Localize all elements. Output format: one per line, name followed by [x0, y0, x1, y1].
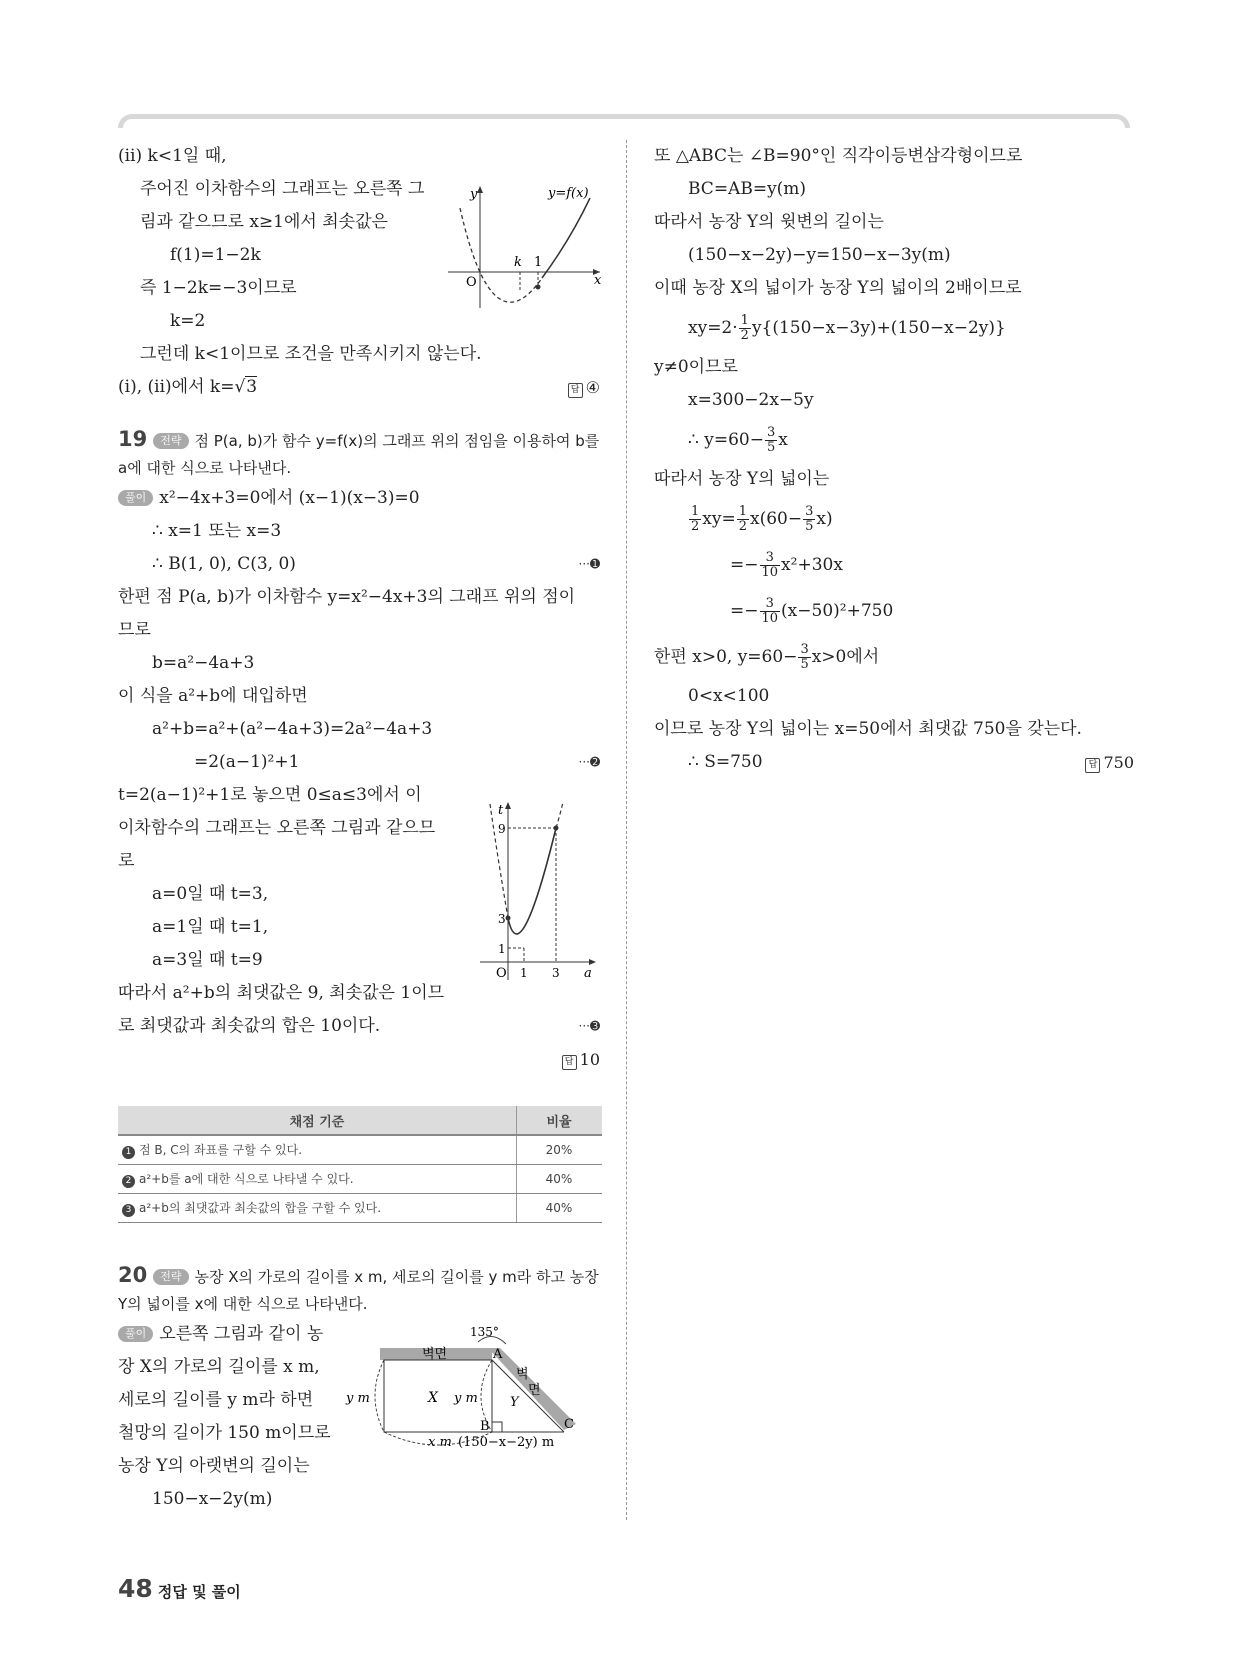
strategy-text: 점 P(a, b)가 함수 y=f(x)의 그래프 위의 점임을 이용하여 b를 a에 대한 식으로 나타낸다.: [118, 432, 600, 477]
numerator: 1: [740, 313, 749, 328]
graph-t1-label: 1: [498, 942, 506, 956]
graph-x-label: x: [594, 273, 602, 288]
numerator: 3: [800, 642, 809, 657]
top-border: [118, 114, 1130, 128]
case-2-heading: (ⅱ) k<1일 때,: [118, 146, 227, 166]
text-line: y≠0이므로: [654, 357, 738, 377]
problem-20-strategy: [118, 1262, 600, 1318]
equation-line: [118, 548, 600, 581]
farm-y-label: Y: [510, 1395, 519, 1410]
answer-line: [118, 1043, 600, 1076]
text-line: 또 △ABC는 ∠B=90°인 직각이등변삼각형이므로: [654, 146, 1023, 166]
equation: a=0일 때 t=3,: [152, 884, 269, 904]
eq-part: xy=2·: [688, 318, 738, 338]
step-marker: ···➊: [578, 557, 600, 571]
equation: b=a²−4a+3: [152, 653, 255, 673]
strategy-text: 농장 X의 가로의 길이를 x m, 세로의 길이를 y m라 하고 농장 Y의 넓이를 x에 대한 식으로 나타낸다.: [118, 1268, 599, 1313]
final-text: (ⅰ), (ⅱ)에서 k=: [118, 377, 235, 397]
sqrt-value: 3: [246, 377, 258, 397]
text-line: t=2(a−1)²+1로 놓으면 0≤a≤3에서 이: [118, 785, 422, 805]
equation: =2(a−1)²+1: [194, 752, 300, 772]
equation-line: [118, 746, 600, 779]
equation: ∴ S=750: [688, 752, 763, 772]
answer-value: ④: [585, 378, 600, 397]
page-footer: [118, 1574, 241, 1603]
graph-y-label: y: [470, 187, 478, 202]
text-line: 따라서 a²+b의 최댓값은 9, 최솟값은 1이므: [118, 983, 445, 1003]
criterion-ratio: 40%: [517, 1194, 603, 1223]
denominator: 2: [691, 519, 700, 534]
eq-part: x: [778, 430, 788, 450]
equation: BC=AB=y(m): [688, 179, 807, 199]
text-line: 이때 농장 X의 넓이가 농장 Y의 넓이의 2배이므로: [654, 278, 1022, 298]
criterion-text: a²+b의 최댓값과 최솟값의 합을 구할 수 있다.: [139, 1201, 382, 1215]
numerator: 3: [760, 551, 781, 566]
equation: [654, 542, 1134, 588]
strategy-badge: 전략: [153, 1269, 188, 1285]
fraction: [760, 551, 781, 580]
graph-func-label: y=f(x): [548, 186, 589, 201]
text-line: 농장 Y의 아랫변의 길이는: [118, 1456, 310, 1476]
text-line: 세로의 길이를 y m라 하면: [118, 1390, 314, 1410]
equation: k=2: [170, 311, 206, 331]
grading-table: [118, 1106, 602, 1223]
equation: a=3일 때 t=9: [152, 950, 263, 970]
fraction: [737, 505, 749, 534]
denominator: 5: [800, 657, 809, 672]
criterion-text: 점 B, C의 좌표를 구할 수 있다.: [139, 1143, 303, 1157]
text-line: 그런데 k<1이므로 조건을 만족시키지 않는다.: [140, 344, 482, 364]
answer-18: [568, 371, 600, 404]
graph-fx: [440, 180, 610, 315]
graph-t-a: [470, 800, 600, 990]
text-line: 장 X의 가로의 길이를 x m,: [118, 1357, 320, 1377]
graph-t3-label: 3: [498, 912, 506, 926]
eq-part: =−: [730, 555, 759, 575]
numerator: 3: [766, 425, 776, 440]
y-length-mid: y m: [454, 1391, 478, 1406]
right-column: [654, 140, 1134, 779]
equation: a=1일 때 t=1,: [152, 917, 269, 937]
table-row: [118, 1165, 602, 1194]
equation: a²+b=a²+(a²−4a+3)=2a²−4a+3: [152, 719, 433, 739]
answer-19: [562, 1043, 600, 1076]
criterion-text: a²+b를 a에 대한 식으로 나타낼 수 있다.: [139, 1172, 354, 1186]
graph-t9-label: 9: [498, 822, 506, 836]
text-line: 주어진 이차함수의 그래프는 오른쪽 그: [140, 179, 425, 199]
step-marker: ···➌: [578, 1019, 600, 1033]
equation: [654, 496, 1134, 542]
equation: 150−x−2y(m): [152, 1489, 273, 1509]
eq-part: x(60−: [750, 509, 803, 529]
equation: ∴ x=1 또는 x=3: [152, 521, 282, 541]
eq-part: =−: [730, 601, 759, 621]
criterion-ratio: 20%: [517, 1135, 603, 1165]
graph-a3-label: 3: [552, 966, 560, 980]
footer-title: 정답 및 풀이: [157, 1583, 241, 1601]
farm-x-label: X: [428, 1390, 438, 1406]
graph-k-label: k: [514, 255, 522, 270]
text-line: [654, 634, 1134, 680]
eq-part: x): [816, 509, 833, 529]
equation: 0<x<100: [688, 686, 770, 706]
step-number-icon: 1: [122, 1146, 135, 1159]
x-length-label: x m: [428, 1435, 452, 1450]
graph-origin: O: [466, 275, 477, 290]
answer-value: 10: [579, 1050, 600, 1069]
equation: x=300−2x−5y: [688, 390, 814, 410]
eq-part: x>0에서: [811, 647, 880, 667]
equation: ∴ B(1, 0), C(3, 0): [152, 554, 296, 574]
column-divider: [626, 140, 627, 1520]
graph-one-label: 1: [534, 255, 543, 270]
problem-number: 19: [118, 427, 148, 451]
page-number: 48: [118, 1574, 153, 1603]
numerator: 3: [760, 597, 781, 612]
graph-origin: O: [496, 966, 507, 981]
criterion-ratio: 40%: [517, 1165, 603, 1194]
text-line: 이차함수의 그래프는 오른쪽 그림과 같으므: [118, 818, 436, 838]
text-line: 철망의 길이가 150 m이므로: [118, 1423, 331, 1443]
answer-icon: 답: [562, 1055, 577, 1070]
eq-part: 한편 x>0, y=60−: [654, 647, 798, 667]
angle-label: 135°: [470, 1325, 499, 1339]
text-line: [118, 1010, 600, 1043]
equation: (150−x−2y)−y=150−x−3y(m): [688, 245, 951, 265]
equation: f(1)=1−2k: [170, 245, 261, 265]
solution-line: [118, 482, 600, 515]
text-line: 이 식을 a²+b에 대입하면: [118, 686, 308, 706]
equation: [654, 417, 1134, 463]
equation: [654, 305, 1134, 351]
numerator: 1: [691, 504, 700, 519]
table-header: 비율: [517, 1106, 603, 1135]
text-line: 따라서 농장 Y의 넓이는: [654, 469, 830, 489]
answer-icon: 답: [1085, 758, 1100, 773]
fraction: [803, 505, 815, 534]
strategy-badge: 전략: [153, 433, 188, 449]
problem-number: 20: [118, 1263, 148, 1287]
wall-label-2b: 면: [528, 1383, 541, 1398]
text: 오른쪽 그림과 같이 농: [159, 1324, 324, 1344]
text-line: 즉 1−2k=−3이므로: [140, 278, 297, 298]
point-c-label: C: [564, 1417, 574, 1432]
step-number-icon: 3: [122, 1204, 135, 1217]
numerator: 1: [738, 504, 747, 519]
graph-a-label: a: [584, 966, 592, 981]
fraction: [689, 505, 701, 534]
equation-line: [654, 746, 1134, 779]
text-line: 므로: [118, 620, 151, 640]
final-result: (ⅰ), (ⅱ)에서 k=√3 답 ④: [118, 371, 600, 404]
y-length-left: y m: [346, 1391, 370, 1406]
point-b-label: B: [480, 1419, 490, 1434]
table-header: 채점 기준: [118, 1106, 517, 1135]
table-row: [118, 1135, 602, 1165]
eq-part: xy=: [702, 509, 736, 529]
fraction: [739, 314, 751, 343]
fraction: [798, 643, 810, 672]
step-number-icon: 2: [122, 1175, 135, 1188]
eq-part: (x−50)²+750: [781, 601, 894, 621]
fraction: [765, 426, 777, 455]
text-line: 한편 점 P(a, b)가 이차함수 y=x²−4x+3의 그래프 위의 점이: [118, 587, 576, 607]
wall-label-2a: 벽: [516, 1367, 529, 1382]
answer-value: 750: [1103, 753, 1134, 772]
answer-icon: 답: [568, 383, 583, 398]
answer-20: [1085, 746, 1134, 779]
graph-t-label: t: [498, 803, 504, 818]
step-marker: ···➋: [578, 755, 600, 769]
denominator: 10: [761, 611, 779, 626]
fraction: [760, 597, 781, 626]
eq-part: y{(150−x−3y)+(150−x−2y)}: [751, 318, 1006, 338]
denominator: 5: [766, 440, 776, 455]
equation: [654, 588, 1134, 634]
denominator: 2: [740, 328, 749, 343]
denominator: 2: [738, 519, 747, 534]
solution-badge: 풀이: [118, 1326, 153, 1342]
numerator: 3: [805, 504, 814, 519]
text-line: 림과 같으므로 x≥1에서 최솟값은: [140, 212, 388, 232]
problem-19-strategy: [118, 426, 600, 482]
text-line: 이므로 농장 Y의 넓이는 x=50에서 최댓값 750을 갖는다.: [654, 719, 1082, 739]
wall-label-1: 벽면: [422, 1347, 448, 1362]
denominator: 5: [805, 519, 814, 534]
text: 로 최댓값과 최솟값의 합은 10이다.: [118, 1016, 381, 1036]
equation: x²−4x+3=0에서 (x−1)(x−3)=0: [159, 488, 420, 508]
text-line: 따라서 농장 Y의 윗변의 길이는: [654, 212, 884, 232]
denominator: 10: [761, 565, 779, 580]
bottom-length-label: (150−x−2y) m: [458, 1435, 555, 1450]
text-line: 로: [118, 851, 135, 871]
graph-a1-label: 1: [520, 966, 528, 980]
eq-part: ∴ y=60−: [688, 430, 764, 450]
solution-badge: 풀이: [118, 490, 153, 506]
eq-part: x²+30x: [781, 555, 843, 575]
farm-diagram: [346, 1322, 602, 1450]
point-a-label: A: [493, 1347, 503, 1362]
table-row: [118, 1194, 602, 1223]
